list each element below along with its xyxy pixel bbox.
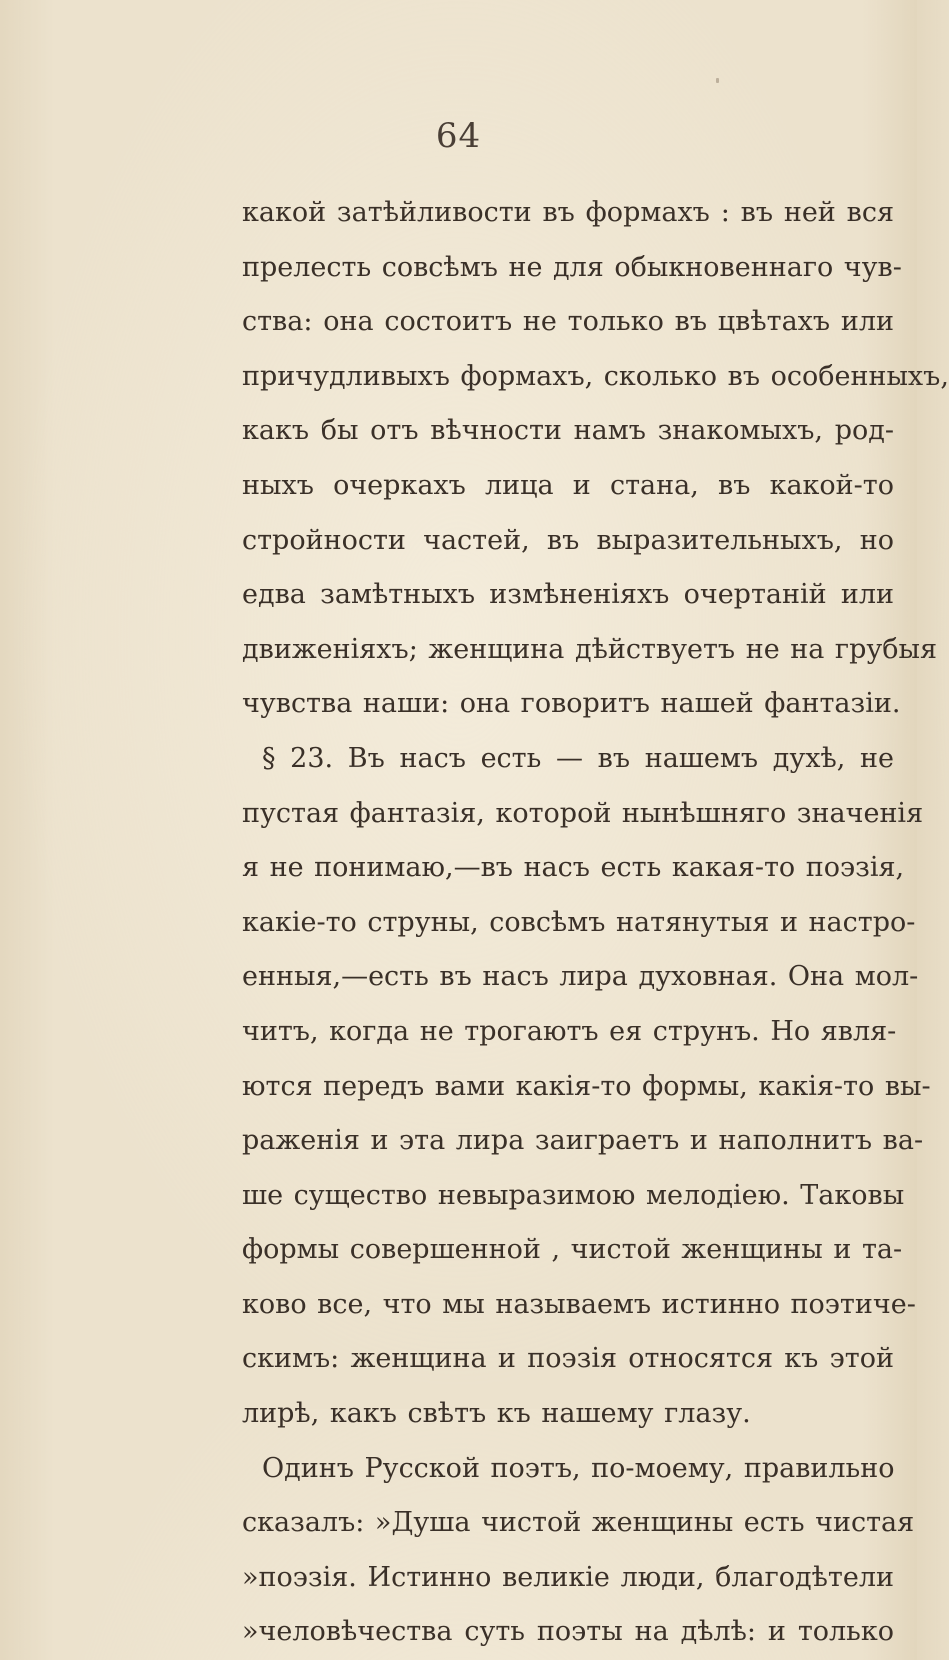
- text-line: ше существо невыразимою мелодіею. Таковы: [242, 1179, 905, 1211]
- text-line: движеніяхъ; женщина дѣйствуетъ не на грубыя: [242, 633, 938, 665]
- text-line: ются передъ вами какія-то формы, какія-то вы-: [242, 1070, 931, 1102]
- page-number: 64: [435, 116, 482, 156]
- text-line: причудливыхъ формахъ, сколько въ особенныхъ,: [242, 360, 949, 392]
- text-line: скимъ: женщина и поэзія относятся къ этой: [242, 1343, 894, 1375]
- text-line: ства: она состоитъ не только въ цвѣтахъ или: [242, 306, 894, 338]
- text-line: »поэзія. Истинно великіе люди, благодѣтели: [242, 1561, 894, 1593]
- paragraph-start-line: Одинъ Русской поэтъ, по-моему, правильно: [262, 1452, 895, 1484]
- text-line: читъ, когда не трогаютъ ея струнъ. Но явля-: [242, 1015, 897, 1047]
- text-line: лирѣ, какъ свѣтъ къ нашему глазу.: [242, 1398, 751, 1430]
- text-line: ково все, что мы называемъ истинно поэтиче-: [242, 1288, 916, 1320]
- section-start-line: § 23. Въ насъ есть — въ нашемъ духѣ, не: [262, 742, 894, 774]
- text-line: формы совершенной , чистой женщины и та-: [242, 1234, 903, 1266]
- text-line: »человѣчества суть поэты на дѣлѣ: и только: [242, 1616, 894, 1648]
- paper-speck: [716, 78, 719, 83]
- body-text: [242, 186, 949, 1660]
- text-line: какъ бы отъ вѣчности намъ знакомыхъ, род-: [242, 415, 894, 447]
- text-line: енныя,—есть въ насъ лира духовная. Она мол-: [242, 961, 919, 993]
- text-line: сказалъ: »Душа чистой женщины есть чистая: [242, 1507, 915, 1539]
- text-line: ныхъ очеркахъ лица и стана, въ какой-то: [242, 469, 894, 501]
- text-line: какіе-то струны, совсѣмъ натянутыя и настро-: [242, 906, 916, 938]
- text-line: раженія и эта лира заиграетъ и наполнитъ ва-: [242, 1125, 924, 1157]
- text-line: я не понимаю,—въ насъ есть какая-то поэзія,: [242, 852, 905, 884]
- text-line: какой затѣйливости въ формахъ : въ ней вся: [242, 197, 894, 228]
- text-line: стройности частей, въ выразительныхъ, но: [242, 524, 894, 556]
- text-line: прелесть совсѣмъ не для обыкновеннаго чув-: [242, 251, 902, 283]
- text-line: пустая фантазія, которой нынѣшняго значенія: [242, 797, 924, 829]
- text-line: едва замѣтныхъ измѣненіяхъ очертаній или: [242, 579, 894, 611]
- text-line: чувства наши: она говоритъ нашей фантазіи.: [242, 688, 901, 720]
